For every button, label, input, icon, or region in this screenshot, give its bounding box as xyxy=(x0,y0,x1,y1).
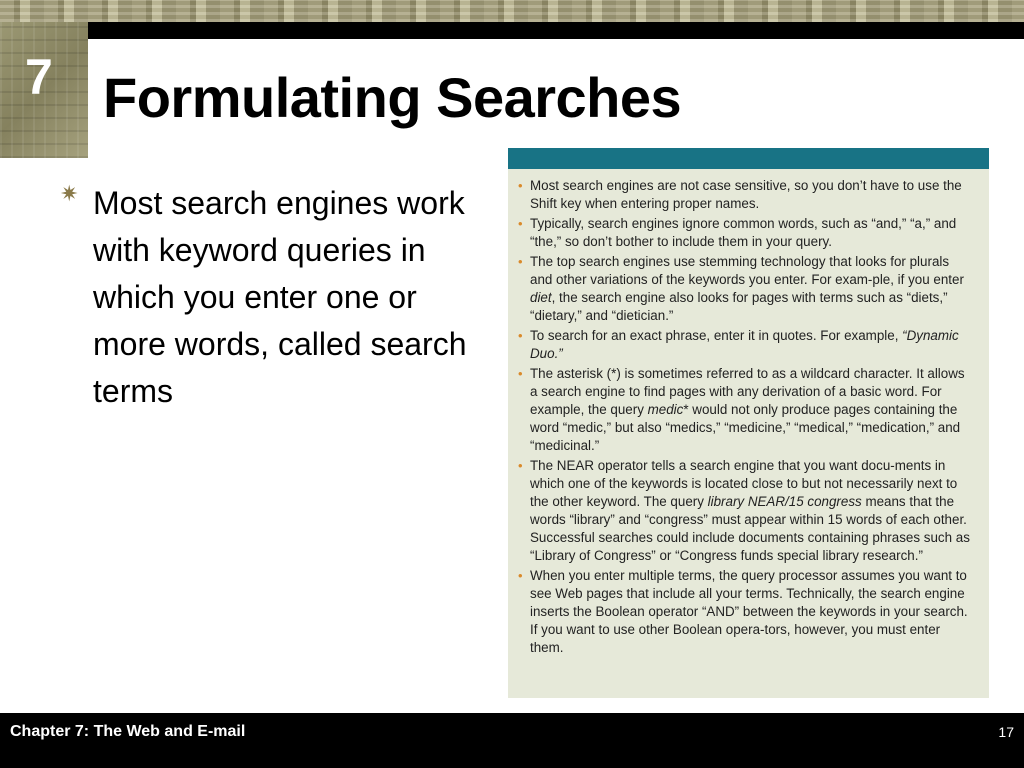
tip-item xyxy=(518,365,975,455)
tip-item xyxy=(518,253,975,325)
tips-list xyxy=(508,169,989,657)
tip-text: The top search engines use stemming technology that looks for plurals and other variations of the keywords you enter. For exam-ple, if you enter xyxy=(530,254,964,287)
bullet-dot-icon: • xyxy=(518,216,523,231)
bullet-dot-icon: • xyxy=(518,328,523,343)
chapter-badge xyxy=(0,22,88,158)
footer xyxy=(0,713,1024,768)
asterisk-bullet-icon: ✷ xyxy=(60,182,79,207)
tip-text: * would not only produce pages containing the word “medic,” but also “medics,” “medicine,” “medical,” “medication,” and “medicinal.” xyxy=(530,402,961,453)
chapter-number: 7 xyxy=(25,49,53,105)
tip-text: Most search engines are not case sensitive, so you don’t have to use the Shift key when entering proper names. xyxy=(530,178,962,211)
figure-header-bar xyxy=(508,148,989,169)
tip-text: To search for an exact phrase, enter it in quotes. For example, xyxy=(530,328,903,343)
bullet-dot-icon: • xyxy=(518,366,523,381)
tip-text: means that the words “library” and “congress” must appear within 15 words of each other. Successful searches could include documents containing phrases such as “Library of Congress” or “Congress funds special library research.” xyxy=(530,494,970,563)
title-rule xyxy=(88,22,1024,39)
tip-text: medic xyxy=(647,402,684,417)
tip-item xyxy=(518,177,975,213)
search-tips-figure xyxy=(508,148,989,698)
bullet-dot-icon: • xyxy=(518,254,523,269)
slide-title: Formulating Searches xyxy=(103,66,682,129)
bullet-dot-icon: • xyxy=(518,178,523,193)
tip-text: “Dynamic Duo.” xyxy=(530,328,959,361)
tip-item xyxy=(518,215,975,251)
main-bullet xyxy=(60,180,470,415)
bullet-text: Most search engines work with keyword queries in which you enter one or more words, called search terms xyxy=(93,185,467,409)
page-number: 17 xyxy=(998,724,1014,740)
bullet-dot-icon: • xyxy=(518,458,523,473)
tip-item xyxy=(518,567,975,657)
tip-text: , the search engine also looks for pages with terms such as “diets,” “dietary,” and “dietician.” xyxy=(530,290,948,323)
tip-text: The NEAR operator tells a search engine that you want docu-ments in which one of the keywords is located close to but not necessarily next to the other keyword. The query xyxy=(530,458,958,509)
tip-text: diet xyxy=(530,290,552,305)
footer-chapter-label: Chapter 7: The Web and E-mail xyxy=(10,723,246,740)
bullet-dot-icon: • xyxy=(518,568,523,583)
tip-item xyxy=(518,457,975,565)
tip-text: Typically, search engines ignore common words, such as “and,” “a,” and “the,” so don’t bother to include them in your query. xyxy=(530,216,957,249)
tip-text: When you enter multiple terms, the query processor assumes you want to see Web pages that include all your terms. Technically, the search engine inserts the Boolean operator “AND” between the keywords in your search. If you want to use other Boolean opera-tors, however, you must enter them. xyxy=(530,568,968,655)
tip-text: The asterisk (*) is sometimes referred to as a wildcard character. It allows a search engine to find pages with any derivation of a basic word. For example, the query xyxy=(530,366,965,417)
tip-item xyxy=(518,327,975,363)
top-decorative-bar xyxy=(0,0,1024,22)
tip-text: library NEAR/15 congress xyxy=(707,494,862,509)
